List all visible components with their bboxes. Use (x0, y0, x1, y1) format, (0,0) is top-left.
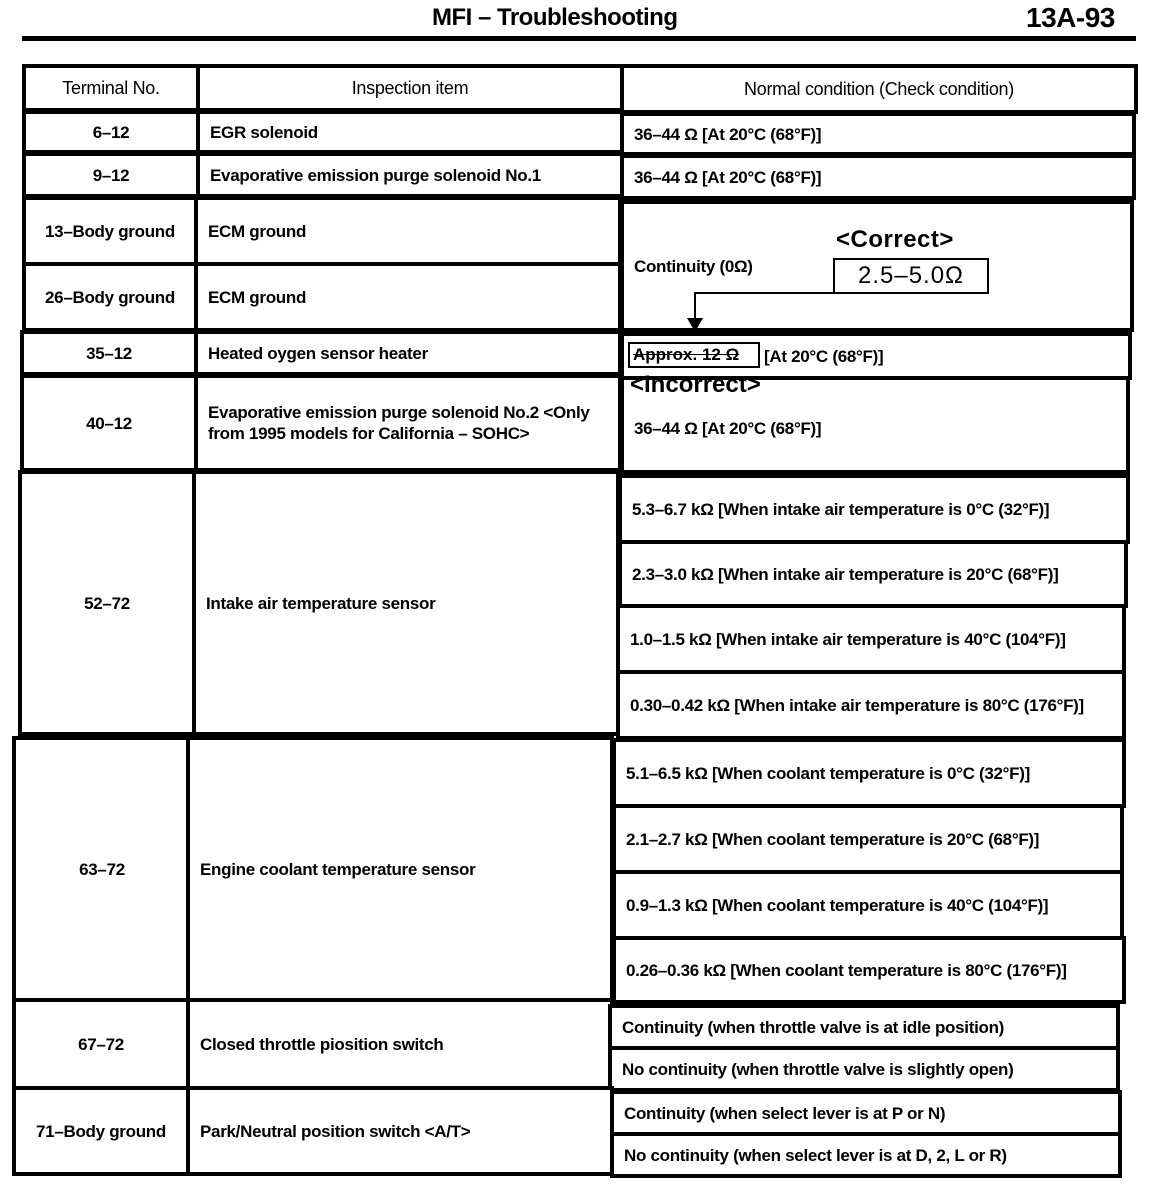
condition-cell: Continuity (when throttle valve is at idle position) (608, 1004, 1120, 1050)
condition-cell: [At 20°C (68°F)] (620, 332, 1132, 380)
correct-label: <Correct> (836, 226, 954, 253)
item-cell: Evaporative emission purge solenoid No.1 (196, 152, 624, 198)
condition-cell: No continuity (when select lever is at D, 2, L or R) (610, 1132, 1122, 1178)
terminal-cell: 6–12 (22, 110, 200, 154)
col-header-item: Inspection item (196, 64, 624, 112)
incorrect-label: <Incorrect> (630, 374, 761, 394)
terminal-cell: 26–Body ground (22, 262, 198, 332)
arrow-down-icon (687, 318, 703, 332)
item-cell: ECM ground (194, 262, 622, 332)
terminal-cell: 63–72 (12, 736, 192, 1002)
leader-line (694, 292, 834, 294)
condition-cell: 2.1–2.7 kΩ [When coolant temperature is 20°C (68°F)] (612, 804, 1124, 874)
struck-value-box: Approx. 12 Ω (628, 342, 760, 368)
col-header-terminal: Terminal No. (22, 64, 200, 112)
terminal-cell: 35–12 (20, 330, 198, 376)
item-cell: Engine coolant temperature sensor (186, 736, 614, 1002)
condition-cell: 36–44 Ω [At 20°C (68°F)] (620, 376, 1130, 474)
condition-cell: 5.1–6.5 kΩ [When coolant temperature is 0°C (32°F)] (612, 738, 1126, 808)
condition-cell: 0.26–0.36 kΩ [When coolant temperature is 80°C (176°F)] (612, 936, 1126, 1004)
condition-cell: Continuity (when select lever is at P or N) (610, 1090, 1122, 1136)
item-cell: Park/Neutral position switch <A/T> (186, 1086, 614, 1176)
terminal-cell: 9–12 (22, 152, 200, 198)
item-cell: Evaporative emission purge solenoid No.2 <Only from 1995 models for California – SOHC> (194, 374, 622, 472)
item-cell: ECM ground (194, 196, 622, 266)
terminal-cell: 52–72 (18, 470, 196, 736)
page-number: 13A-93 (1026, 2, 1115, 33)
condition-cell: 2.3–3.0 kΩ [When intake air temperature is 20°C (68°F)] (618, 540, 1128, 608)
condition-cell: 5.3–6.7 kΩ [When intake air temperature is 0°C (32°F)] (618, 474, 1130, 544)
condition-text: Continuity (0Ω) (634, 256, 753, 276)
terminal-cell: 13–Body ground (22, 196, 198, 266)
condition-cell: 1.0–1.5 kΩ [When intake air temperature is 40°C (104°F)] (616, 604, 1126, 674)
condition-cell: 0.30–0.42 kΩ [When intake air temperature is 80°C (176°F)] (616, 670, 1126, 740)
item-cell: Closed throttle piosition switch (186, 998, 614, 1090)
item-cell: Intake air temperature sensor (192, 470, 620, 736)
condition-cell: 36–44 Ω [At 20°C (68°F)] (620, 112, 1136, 156)
condition-cell: 36–44 Ω [At 20°C (68°F)] (620, 154, 1136, 200)
item-cell: EGR solenoid (196, 110, 624, 154)
condition-cell: No continuity (when throttle valve is slightly open) (608, 1046, 1120, 1092)
terminal-cell: 40–12 (20, 374, 198, 472)
condition-cell: 0.9–1.3 kΩ [When coolant temperature is 40°C (104°F)] (612, 870, 1124, 940)
terminal-cell: 71–Body ground (12, 1086, 190, 1176)
section-title: MFI – Troubleshooting (432, 4, 678, 31)
col-header-condition: Normal condition (Check condition) (620, 64, 1138, 114)
terminal-cell: 67–72 (12, 998, 190, 1090)
correct-value-box: 2.5–5.0Ω (833, 258, 989, 294)
item-cell: Heated oygen sensor heater (194, 330, 622, 376)
header-rule (22, 36, 1136, 41)
